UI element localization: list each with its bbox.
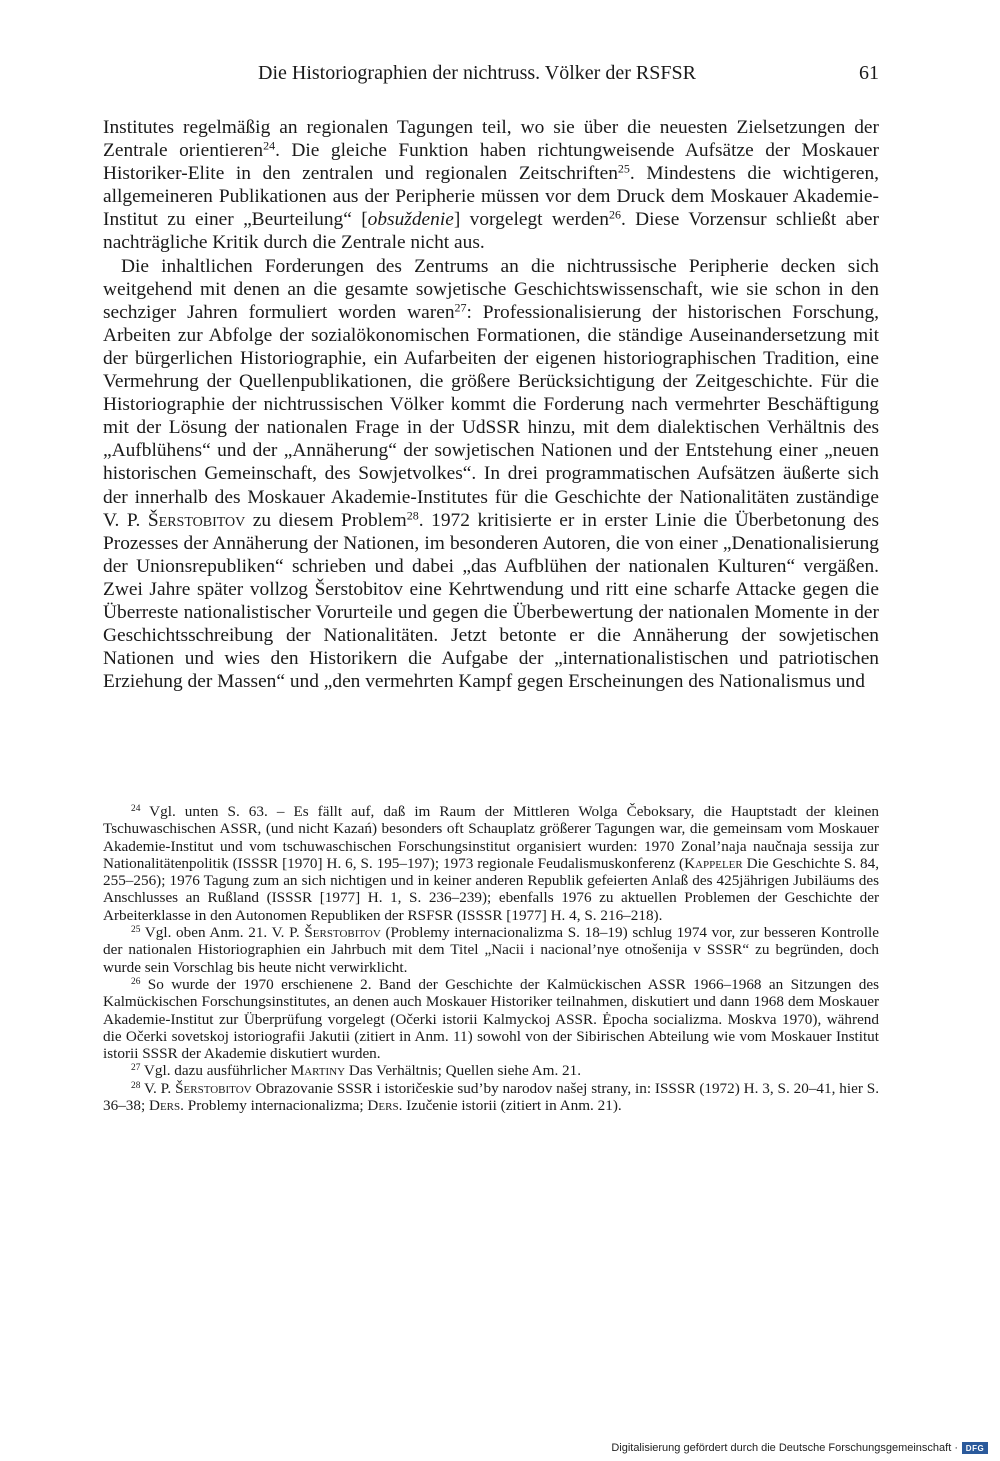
paragraph bbox=[103, 116, 879, 255]
text-span: . Diese Vorzensur schließt aber nachträgliche Kritik durch die Zentrale nicht aus. bbox=[103, 209, 879, 254]
footnote-ref[interactable]: 25 bbox=[617, 161, 630, 176]
digitization-footer bbox=[611, 1439, 988, 1457]
text-span: : Professionalisierung der historischen Forschung, Arbeiten zur Abfolge der sozialökonomischen Formationen, die ständige Auseinandersetzung mit der bürgerlichen Historiographie, ein Aufarbeiten der eigenen historiographischen Tradition, eine Vermehrung der Quellenpublikationen, die größere Berücksichtigung der Zeitgeschichte. Für die Historiographie der nichtrussischen Völker kommt die Forderung nach vermehrter Beschäftigung mit der Lösung der nationalen Frage in der UdSSR hinzu, mit dem dialektischen Verhältnis des „Aufblühens“ und der „Annäherung“ der sowjetischen Nationen und der Entstehung einer „neuen historischen Gemeinschaft, des Sowjetvolkes“. In drei programmatischen Aufsätzen äußerte sich der innerhalb des Moskauer Akademie-Institutes für die Geschichte der Nationalitäten zuständige V. P. bbox=[103, 301, 879, 531]
text-span: Institutes regelmäßig an regionalen Tagungen teil, wo sie über die neuesten Zielsetzungen der Zentrale orientieren bbox=[103, 117, 879, 162]
author-name: Šerstobitov bbox=[304, 924, 381, 942]
dfg-logo: DFG bbox=[962, 1442, 988, 1454]
footnote-number: 25 bbox=[131, 924, 141, 935]
author-name: Šerstobitov bbox=[175, 1079, 252, 1097]
text-span: Obrazovanie SSSR i istoričeskie sud’by narodov našej strany, in: ISSSR (1972) H. 3, S. 20–41, hier S. 36–38; bbox=[103, 1079, 879, 1115]
text-span: . Mindestens die wichtigeren, allgemeineren Publikationen aus der Peripherie müssen vor dem Druck dem Moskauer Akademie-Institut zu einer „Beurteilung“ [ bbox=[103, 163, 879, 231]
footer-credit: Digitalisierung gefördert durch die Deutsche Forschungsgemeinschaft · bbox=[611, 1442, 958, 1454]
footnotes bbox=[103, 803, 879, 1114]
text-span: Das Verhältnis; Quellen siehe Am. 21. bbox=[345, 1062, 582, 1080]
page-header bbox=[103, 62, 879, 92]
footnote-26 bbox=[103, 976, 879, 1062]
text-span: Izučenie istorii (zitiert in Anm. 21). bbox=[402, 1097, 622, 1115]
main-text bbox=[103, 116, 879, 693]
text-span: So wurde der 1970 erschienene 2. Band der Geschichte der Kalmückischen ASSR 1966–1968 an Sitzungen des Kalmückischen Forschungsinstitutes, an denen auch Moskauer Historiker teilnahmen, diskutiert und dann 1968 dem Moskauer Akademie-Institut zur Überprüfung vorgelegt (Očerki istorii Kalmyckoj ASSR. Ėpocha socializma. Moskva 1970), während die Očerki sovetskoj istoriografii Jakutii (zitiert in Anm. 11) sowohl von der Sibirischen Abteilung wie vom Moskauer Institut istorii SSSR der Akademie diskutiert wurden. bbox=[103, 975, 879, 1063]
text-span: . Die gleiche Funktion haben richtungweisende Aufsätze der Moskauer Historiker-Elite in den zentralen und regionalen Zeitschriften bbox=[103, 140, 880, 185]
footnote-27 bbox=[103, 1062, 879, 1079]
running-title: Die Historiographien der nichtruss. Völker der RSFSR bbox=[258, 62, 696, 84]
footnote-24 bbox=[103, 803, 879, 924]
text-span: Problemy internacionalizma; bbox=[183, 1097, 368, 1115]
footnote-25 bbox=[103, 924, 879, 976]
author-name: Ders. bbox=[367, 1097, 403, 1115]
text-span: V. P. bbox=[140, 1079, 176, 1097]
text-span: zu diesem Problem bbox=[245, 509, 407, 531]
footnote-ref[interactable]: 28 bbox=[406, 507, 419, 522]
paragraph bbox=[103, 255, 879, 694]
footnote-28 bbox=[103, 1080, 879, 1115]
author-name: Kappeler bbox=[684, 854, 743, 872]
text-span: (Problemy internacionalizma S. 18–19) schlug 1974 vor, zur besseren Kontrolle der nationalen Historiographien ein Jahrbuch mit dem Titel „Nacii i nacional’nye otnošenija v SSSR“ zu begründen, doch wurde sein Vorschlag bis heute nicht verwirklicht. bbox=[103, 924, 879, 976]
text-span: . 1972 kritisierte er in erster Linie die Überbetonung des Prozesses der Annäherung der Nationen, im besonderen Autoren, die von einer „Denationalisierung der Unionsrepubliken“ schrieben und dabei „das Aufblühen der nationalen Kulturen“ vergäßen. Zwei Jahre später vollzog Šerstobitov eine Kehrtwendung und ritt eine scharfe Attacke gegen die Überreste nationalistischer Vorurteile und gegen die Überbewertung der nationalen Momente in der Geschichtsschreibung der Nationalitäten. Jetzt betonte er die Annäherung der sowjetischen Nationen und wies den Historikern die Aufgabe der „internationalistischen und patriotischen Erziehung der Massen“ und „den vermehrten Kampf gegen Erscheinungen des Nationalismus und bbox=[103, 509, 879, 693]
author-name: Šerstobitov bbox=[147, 509, 246, 531]
page-number: 61 bbox=[859, 62, 879, 84]
text-span: Vgl. oben Anm. 21. V. P. bbox=[140, 924, 305, 942]
footnote-number: 24 bbox=[131, 803, 141, 814]
text-span: Vgl. dazu ausführlicher bbox=[140, 1062, 291, 1080]
author-name: Ders. bbox=[149, 1097, 184, 1115]
footnote-ref[interactable]: 24 bbox=[263, 138, 276, 153]
footnote-ref[interactable]: 26 bbox=[608, 207, 621, 222]
footnote-number: 28 bbox=[131, 1080, 141, 1091]
text-span: Die Geschichte S. 84, 255–256); 1976 Tagung zum an sich nichtigen und in keiner anderen Republik gefeierten Anlaß des 425jährigen Jubiläums des Anschlusses an Rußland (ISSSR [1977] H. 1, S. 236–239); ebenfalls 1976 zu aktuellen Problemen der Geschichte der Arbeiterklasse in den Autonomen Republiken der RSFSR (ISSSR [1977] H. 4, S. 216–218). bbox=[103, 854, 879, 924]
footnote-number: 27 bbox=[131, 1063, 141, 1074]
text-span: Die inhaltlichen Forderungen des Zentrums an die nichtrussische Peripherie decken sich weitgehend mit denen an die gesamte sowjetische Geschichtswissenschaft, wie sie schon in den sechziger Jahren formuliert worden waren bbox=[103, 255, 879, 323]
text-span: Vgl. unten S. 63. – Es fällt auf, daß im Raum der Mittleren Wolga Čeboksary, die Hauptstadt der kleinen Tschuwaschischen ASSR, (und nicht Kazań) besonders oft Schauplatz größerer Tagungen war, die gemeinsam vom Moskauer Akademie-Institut und vom tschuwaschischen Forschungsinstitut organisiert wurden: 1970 Zonal’naja naučnaja sessija zur Nationalitätenpolitik (ISSSR [1970] H. 6, S. 195–197); 1973 regionale Feudalismuskonferenz ( bbox=[103, 803, 879, 872]
italic-term: obsuždenie bbox=[367, 209, 454, 231]
footnote-number: 26 bbox=[131, 976, 141, 987]
author-name: Martiny bbox=[290, 1062, 346, 1080]
footnote-ref[interactable]: 27 bbox=[454, 300, 467, 315]
text-span: ] vorgelegt werden bbox=[453, 209, 609, 231]
